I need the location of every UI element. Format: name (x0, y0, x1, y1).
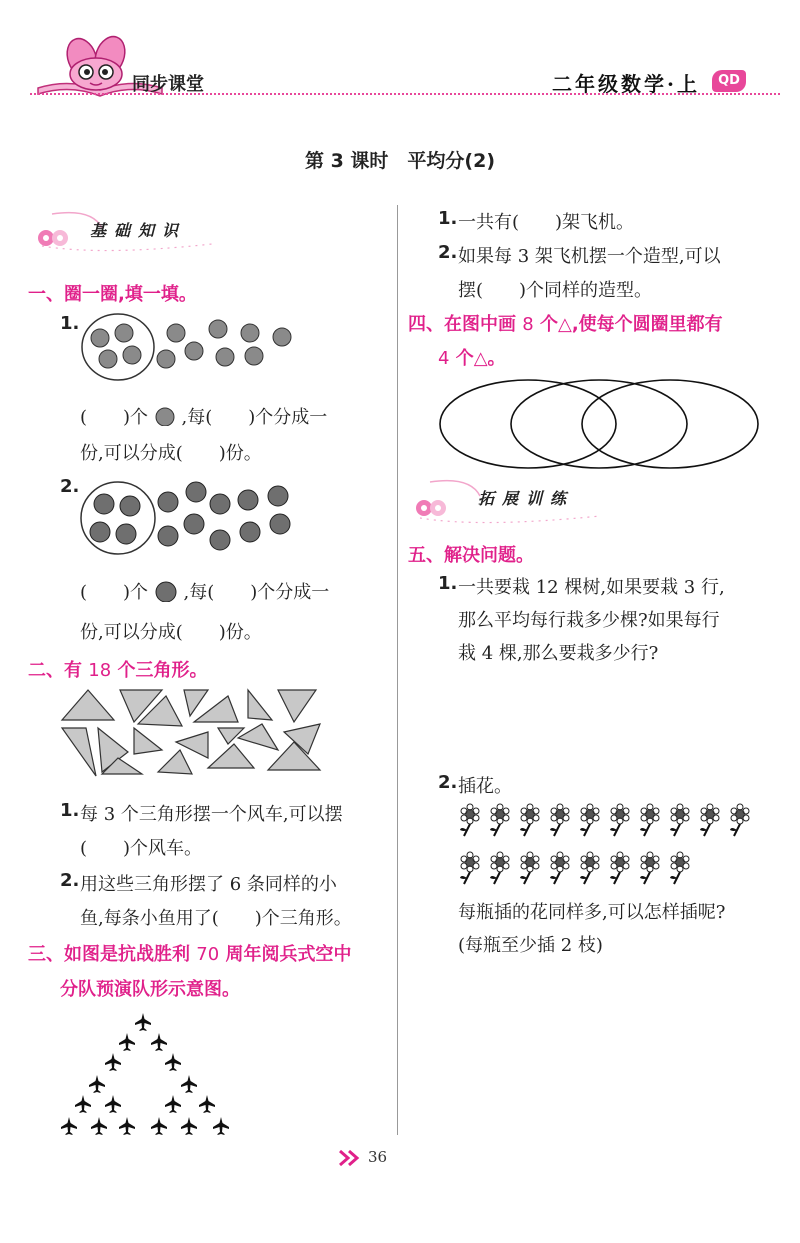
section-1-title: 一、圈一圈,填一填。 (28, 284, 197, 305)
section-4-per-circle: 4 (438, 348, 450, 369)
q2-line-1 (80, 578, 329, 604)
s2-q2-line-1: 用这些三角形摆了 6 条同样的小 (80, 874, 337, 895)
s2-q2-number: 2. (60, 870, 80, 891)
s5-q1-number: 1. (438, 573, 458, 594)
section-4-line-1a: 四、在图中画 (408, 314, 523, 335)
section-3-line-2: 分队预演队形示意图。 (60, 979, 240, 1000)
section-2-title-b: 个三角形。 (111, 660, 208, 681)
q2-line-2: 份,可以分成( )份。 (80, 622, 262, 643)
s2-q2-line-2: 鱼,每条小鱼用了( )个三角形。 (80, 908, 352, 929)
section-4-line-1 (408, 310, 723, 336)
q1-group-blank: ,每( )个分成一 (181, 407, 328, 428)
banner-extension-label: 拓展训练 (478, 489, 575, 508)
section-3-anniversary: 70 (196, 944, 220, 965)
q1-number: 1. (60, 313, 80, 334)
s5-q1-line-3: 栽 4 棵,那么要栽多少行? (458, 643, 659, 664)
header-right-title: 二年级数学·上 (552, 72, 700, 96)
column-divider (397, 205, 398, 1135)
section-2-title-a: 二、有 (28, 660, 89, 681)
r-q2-number: 2. (438, 242, 458, 263)
q1-line-1 (80, 403, 327, 429)
r-q2-line-2: 摆( )个同样的造型。 (458, 280, 653, 301)
airplane-formation (55, 1010, 245, 1140)
double-chevron-icon (338, 1149, 362, 1167)
s5-q1-line-1: 一共要栽 12 棵树,如果要栽 3 行, (458, 577, 725, 598)
lesson-title: 第 3 课时 平均分(2) (304, 150, 496, 172)
overlapping-ellipses (436, 376, 766, 476)
section-3-line-1 (28, 940, 351, 966)
s5-q2-title: 插花。 (458, 776, 512, 797)
edition-badge: QD (712, 70, 746, 92)
r-q2-line-1: 如果每 3 架飞机摆一个造型,可以 (458, 246, 721, 267)
section-5-title: 五、解决问题。 (408, 545, 534, 566)
q2-number: 2. (60, 476, 80, 497)
watermelons-figure (80, 478, 300, 558)
r-q1-number: 1. (438, 208, 458, 229)
section-2-title (28, 656, 207, 682)
s5-q2-line-1: 每瓶插的花同样多,可以怎样插呢? (458, 902, 726, 923)
apple-icon (154, 406, 176, 426)
s5-q1-line-2: 那么平均每行栽多少棵?如果每行 (458, 610, 720, 631)
watermelon-icon (154, 580, 178, 602)
section-4-count: 8 (522, 314, 534, 335)
q2-count-blank: ( )个 (80, 582, 149, 603)
s5-q2-line-2: (每瓶至少插 2 枝) (458, 935, 603, 956)
section-4-line-2b: 个△。 (449, 348, 506, 369)
q1-count-blank: ( )个 (80, 407, 149, 428)
banner-basic-label: 基础知识 (90, 221, 187, 240)
section-3-line-1a: 三、如图是抗战胜利 (28, 944, 197, 965)
q2-group-blank: ,每( )个分成一 (183, 582, 330, 603)
section-4-line-2 (438, 344, 506, 370)
s5-q2-number: 2. (438, 772, 458, 793)
s2-q1-line-1: 每 3 个三角形摆一个风车,可以摆 (80, 804, 343, 825)
r-q1-text: 一共有( )架飞机。 (458, 212, 635, 233)
section-2-count: 18 (88, 660, 112, 681)
banner-basic-knowledge (32, 208, 232, 254)
q1-line-2: 份,可以分成( )份。 (80, 443, 262, 464)
apples-figure (80, 313, 300, 383)
banner-extension (410, 476, 630, 522)
page-number: 36 (368, 1148, 388, 1166)
s2-q1-line-2: ( )个风车。 (80, 838, 203, 859)
header-divider (30, 93, 780, 96)
header-left-title: 同步课堂 (132, 74, 204, 95)
triangles-figure (58, 688, 328, 778)
s2-q1-number: 1. (60, 800, 80, 821)
section-3-line-1b: 周年阅兵式空中 (219, 944, 352, 965)
section-4-line-1b: 个△,使每个圆圈里都有 (533, 314, 723, 335)
flowers-figure (456, 800, 756, 890)
